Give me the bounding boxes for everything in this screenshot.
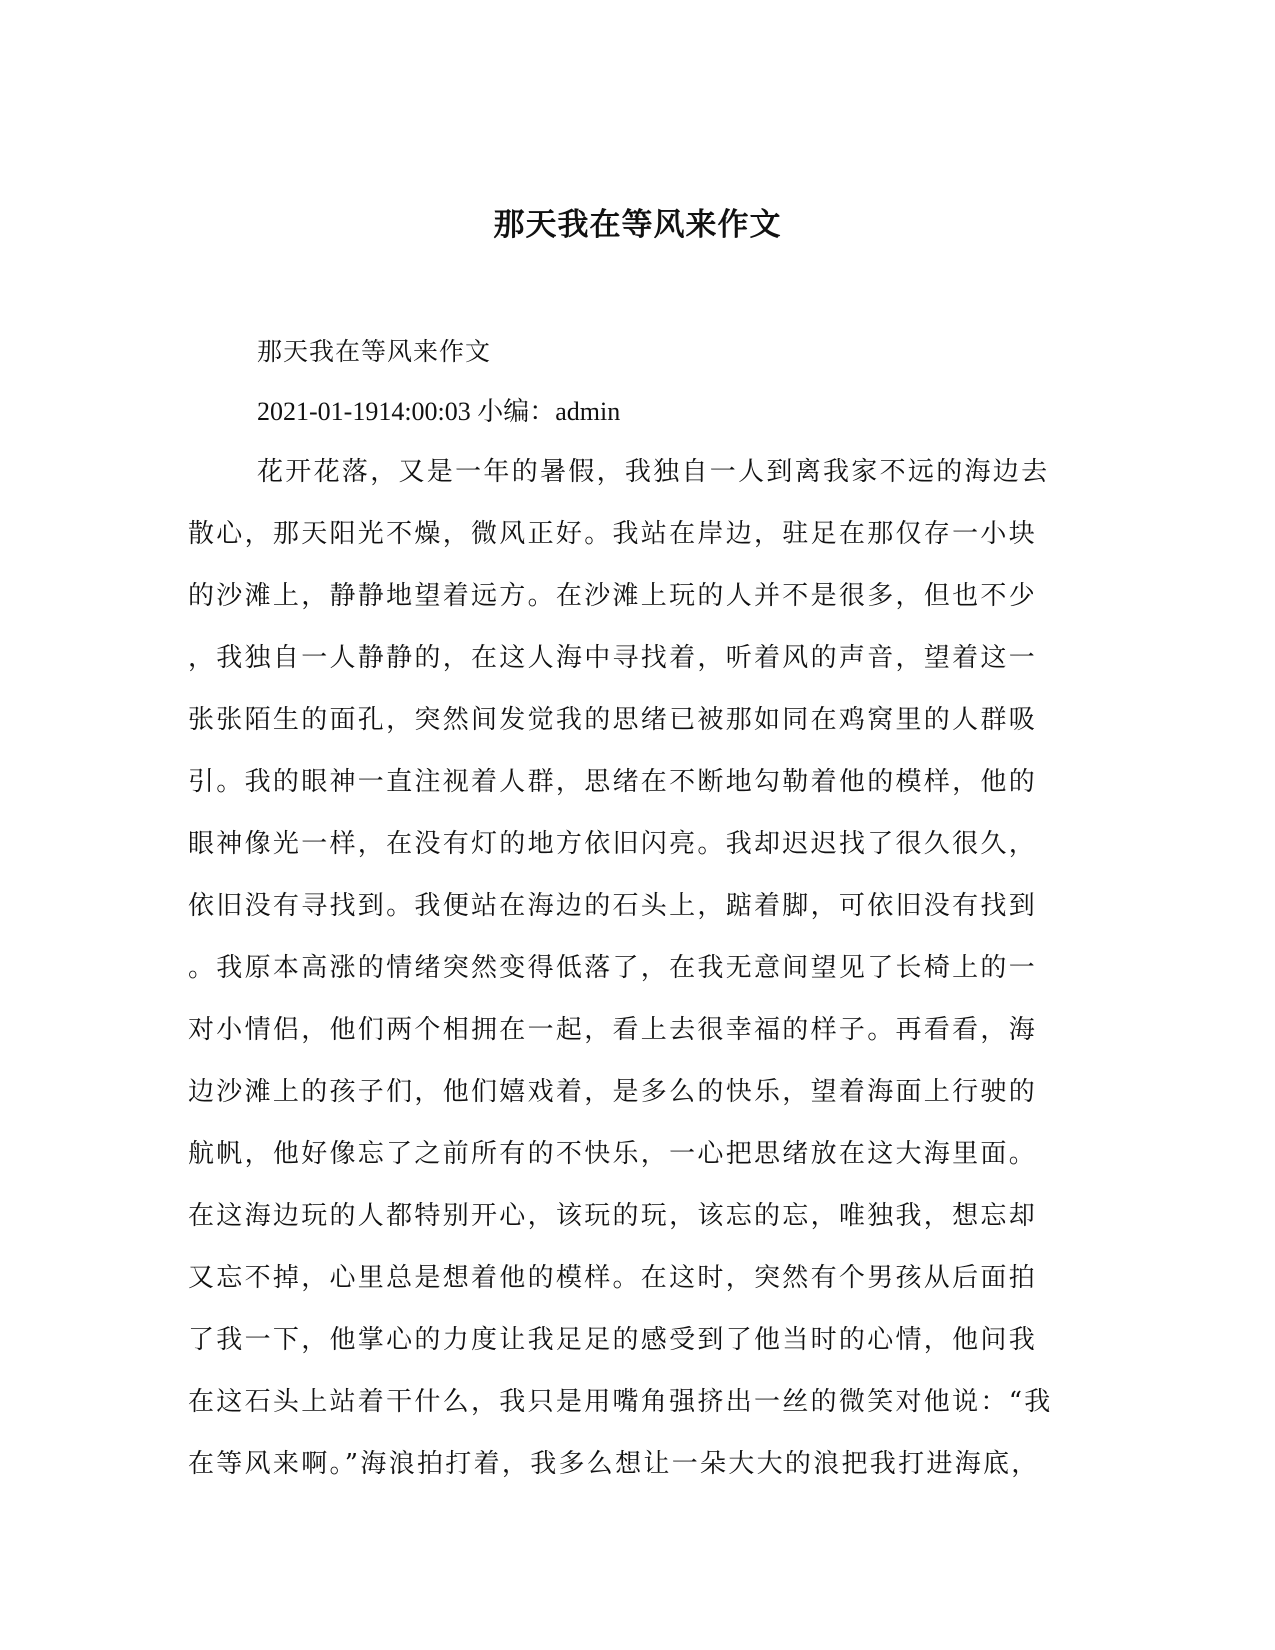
document-subtitle: 那天我在等风来作文	[257, 337, 492, 366]
body-line: 航帆，他好像忘了之前所有的不快乐，一心把思绪放在这大海里面。	[188, 1139, 1038, 1169]
body-line: 依旧没有寻找到。我便站在海边的石头上，踮着脚，可依旧没有找到	[188, 891, 1038, 921]
document-body	[188, 452, 1088, 1506]
body-line: ，我独自一人静静的，在这人海中寻找着，听着风的声音，望着这一	[188, 643, 1038, 673]
body-line: 又忘不掉，心里总是想着他的模样。在这时，突然有个男孩从后面拍	[188, 1263, 1038, 1293]
document-meta: 2021-01-1914:00:03 小编：admin	[257, 397, 621, 426]
body-line: 对小情侣，他们两个相拥在一起，看上去很幸福的样子。再看看，海	[188, 1015, 1038, 1045]
body-line: 在等风来啊。”海浪拍打着，我多么想让一朵大大的浪把我打进海底，	[188, 1449, 1040, 1479]
body-line: 眼神像光一样，在没有灯的地方依旧闪亮。我却迟迟找了很久很久，	[188, 829, 1038, 859]
body-line: 了我一下，他掌心的力度让我足足的感受到了他当时的心情，他问我	[188, 1325, 1038, 1355]
body-line: 。我原本高涨的情绪突然变得低落了，在我无意间望见了长椅上的一	[188, 953, 1038, 983]
body-line: 在这海边玩的人都特别开心，该玩的玩，该忘的忘，唯独我，想忘却	[188, 1201, 1038, 1231]
body-line: 花开花落，又是一年的暑假，我独自一人到离我家不远的海边去	[257, 457, 1050, 487]
body-line: 边沙滩上的孩子们，他们嬉戏着，是多么的快乐，望着海面上行驶的	[188, 1077, 1038, 1107]
body-line: 在这石头上站着干什么，我只是用嘴角强挤出一丝的微笑对他说：“我	[188, 1387, 1053, 1417]
document-title: 那天我在等风来作文	[493, 207, 782, 243]
body-line: 散心，那天阳光不燥，微风正好。我站在岸边，驻足在那仅存一小块	[188, 519, 1038, 549]
body-line: 引。我的眼神一直注视着人群，思绪在不断地勾勒着他的模样，他的	[188, 767, 1038, 797]
body-line: 张张陌生的面孔，突然间发觉我的思绪已被那如同在鸡窝里的人群吸	[188, 705, 1038, 735]
body-line: 的沙滩上，静静地望着远方。在沙滩上玩的人并不是很多，但也不少	[188, 581, 1038, 611]
